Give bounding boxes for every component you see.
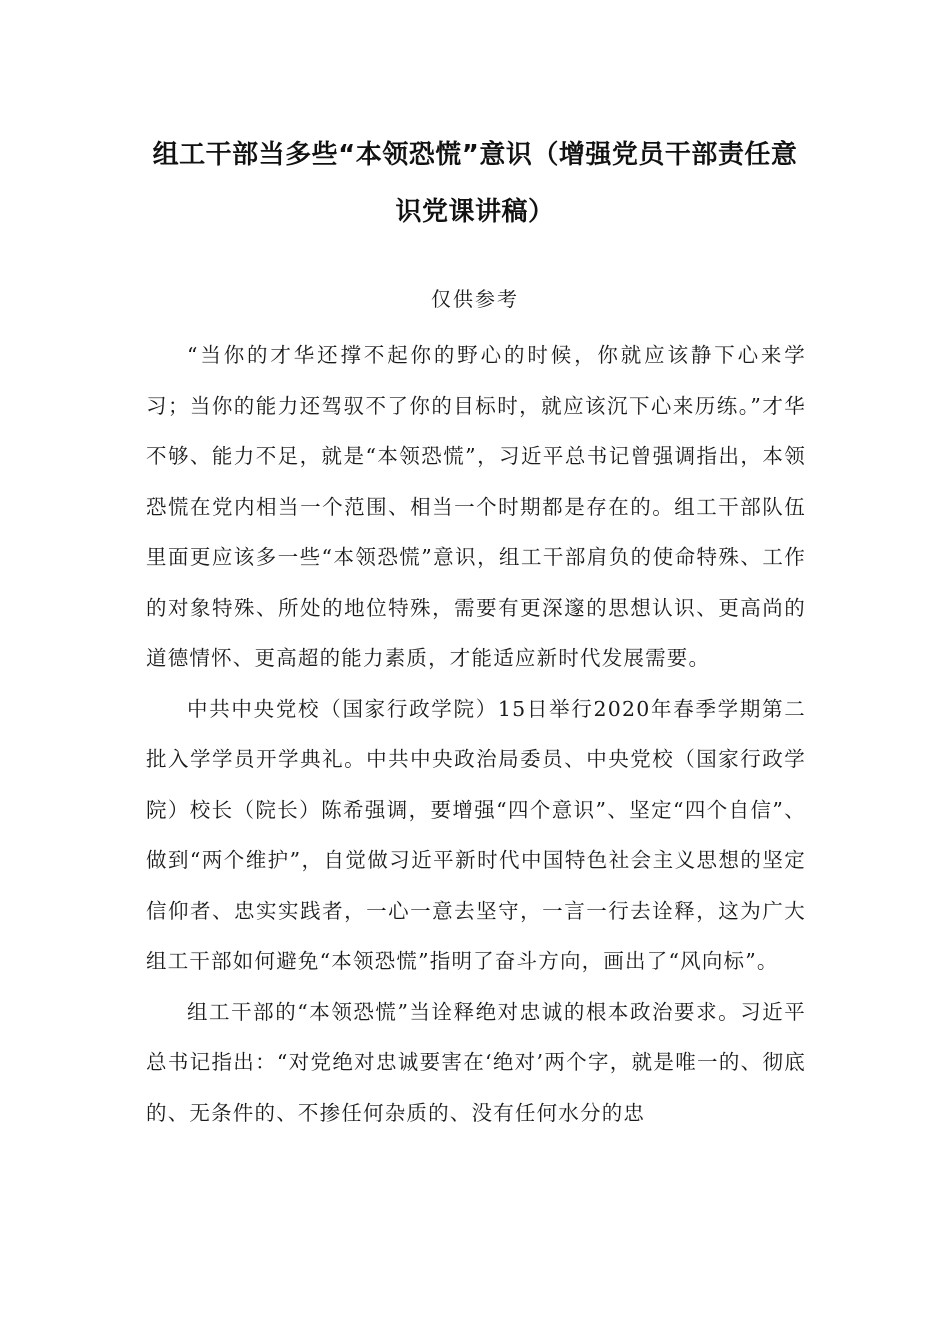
- reference-note: 仅供参考: [431, 287, 519, 311]
- document-title: 组工干部当多些“本领恐慌”意识（增强党员干部责任意识党课讲稿）: [152, 140, 798, 227]
- paragraph-1: “当你的才华还撑不起你的野心的时候，你就应该静下心来学习；当你的能力还驾驭不了你的目标时，就应该沉下心来历练。”才华不够、能力不足，就是“本领恐慌”，习近平总书记曾强调指出，本领恐慌在党内相当一个范围、相当一个时期都是存在的。组工干部队伍里面更应该多一些“本领恐慌”意识，组工干部肩负的使命特殊、工作的对象特殊、所处的地位特殊，需要有更深邃的思想认识、更高尚的道德情怀、更高超的能力素质，才能适应新时代发展需要。: [146, 343, 806, 670]
- paragraph-3: 组工干部的“本领恐慌”当诠释绝对忠诚的根本政治要求。习近平总书记指出：“对党绝对忠诚要害在‘绝对’两个字，就是唯一的、彻底的、无条件的、不掺任何杂质的、没有任何水分的忠: [146, 999, 806, 1125]
- paragraph-2: 中共中央党校（国家行政学院）15日举行2020年春季学期第二批入学学员开学典礼。中共中央政治局委员、中央党校（国家行政学院）校长（院长）陈希强调，要增强“四个意识”、坚定“四个自信”、做到“两个维护”，自觉做习近平新时代中国特色社会主义思想的坚定信仰者、忠实实践者，一心一意去坚守，一言一行去诠释，这为广大组工干部如何避免“本领恐慌”指明了奋斗方向，画出了“风向标”。: [146, 696, 806, 973]
- document-body: [146, 330, 806, 1138]
